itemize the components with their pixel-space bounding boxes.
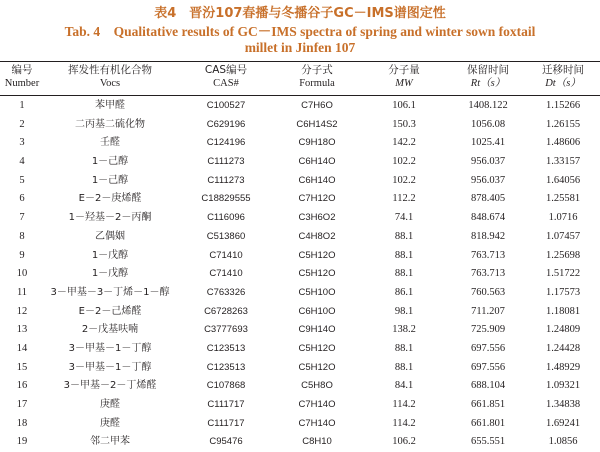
cell-cas: C6728263 bbox=[204, 305, 248, 317]
header-retention-time-cn: 保留时间 bbox=[467, 64, 509, 76]
cell-formula: C6H14S2 bbox=[296, 118, 338, 130]
header-number-en: Number bbox=[4, 78, 40, 89]
cell-retention-time: 878.405 bbox=[470, 193, 506, 205]
cell-cas: C100527 bbox=[206, 100, 246, 111]
cell-cas: C107868 bbox=[206, 380, 246, 392]
cell-drift-time: 1.34838 bbox=[545, 399, 581, 410]
cell-retention-time: 711.207 bbox=[471, 305, 505, 317]
cell-retention-time: 763.713 bbox=[470, 249, 506, 261]
cell-drift-time: 1.69241 bbox=[545, 417, 581, 429]
cell-cas: C513860 bbox=[206, 230, 246, 242]
cell-number: 2 bbox=[19, 118, 25, 130]
cell-cas: C123513 bbox=[206, 342, 246, 354]
cell-formula: C4H8O2 bbox=[298, 230, 336, 242]
cell-number: 13 bbox=[16, 324, 28, 336]
cell-retention-time: 697.556 bbox=[470, 361, 506, 373]
cell-retention-time: 725.909 bbox=[470, 324, 506, 336]
cell-mw: 106.2 bbox=[392, 436, 416, 448]
cell-drift-time: 1.51722 bbox=[545, 268, 581, 280]
cell-retention-time: 956.037 bbox=[470, 174, 506, 186]
cell-number: 1 bbox=[19, 100, 25, 111]
cell-cas: C116096 bbox=[207, 212, 245, 224]
cell-formula: C8H10 bbox=[302, 436, 332, 448]
cell-formula: C3H6O2 bbox=[298, 212, 336, 224]
cell-voc: 1－戊醇 bbox=[91, 268, 129, 280]
cell-mw: 88.1 bbox=[394, 361, 414, 373]
header-vocs bbox=[44, 63, 176, 95]
header-formula bbox=[276, 63, 358, 95]
header-drift-time-en: Dt（s） bbox=[545, 78, 581, 89]
cell-retention-time: 655.551 bbox=[470, 436, 506, 448]
table-body bbox=[0, 97, 600, 452]
cell-voc: 3－甲基－1－丁醇 bbox=[68, 361, 152, 373]
cell-formula: C5H10O bbox=[298, 286, 336, 298]
header-drift-time-cn: 迁移时间 bbox=[542, 64, 584, 76]
cell-number: 15 bbox=[16, 361, 28, 373]
cell-mw: 142.2 bbox=[392, 137, 416, 149]
table-row bbox=[0, 153, 600, 172]
cell-retention-time: 697.556 bbox=[470, 342, 506, 354]
table-row bbox=[0, 284, 600, 303]
header-vocs-en: Vocs bbox=[99, 78, 121, 89]
table-header bbox=[0, 63, 600, 95]
cell-number: 12 bbox=[16, 305, 28, 317]
cell-voc: 苯甲醛 bbox=[95, 100, 125, 111]
cell-voc: 1－己醇 bbox=[91, 156, 129, 168]
cell-drift-time: 1.17573 bbox=[545, 286, 581, 298]
cell-drift-time: 1.48606 bbox=[545, 137, 581, 149]
cell-voc: 3－甲基－1－丁醇 bbox=[68, 342, 152, 354]
cell-drift-time: 1.24428 bbox=[545, 342, 581, 354]
cell-cas: C763326 bbox=[206, 286, 246, 298]
table-row bbox=[0, 97, 600, 116]
table-row bbox=[0, 172, 600, 191]
cell-number: 11 bbox=[16, 286, 28, 298]
table-row bbox=[0, 340, 600, 359]
cell-number: 5 bbox=[19, 174, 25, 186]
cell-cas: C629196 bbox=[206, 118, 246, 130]
table-row bbox=[0, 134, 600, 153]
cell-drift-time: 1.64056 bbox=[545, 174, 581, 186]
header-retention-time bbox=[450, 63, 526, 95]
table-caption-english-line1: Tab. 4 Qualitative results of GC－IMS spectra of spring and winter sown foxtail bbox=[64, 24, 536, 39]
header-number bbox=[0, 63, 44, 95]
table-row bbox=[0, 190, 600, 209]
header-mw-cn: 分子量 bbox=[388, 64, 420, 76]
cell-voc: 庚醛 bbox=[100, 399, 120, 410]
table-row bbox=[0, 321, 600, 340]
cell-number: 16 bbox=[16, 380, 28, 392]
cell-cas: C95476 bbox=[209, 436, 243, 448]
table-caption-chinese: 表4 晋汾107春播与冬播谷子GC－IMS谱图定性 bbox=[154, 6, 446, 21]
cell-formula: C5H8O bbox=[301, 380, 333, 392]
cell-retention-time: 956.037 bbox=[470, 156, 506, 168]
cell-cas: C124196 bbox=[206, 137, 246, 149]
header-cas-en: CAS# bbox=[213, 78, 239, 89]
table-row bbox=[0, 359, 600, 378]
cell-voc: 3－甲基－2－丁烯醛 bbox=[63, 380, 157, 392]
cell-number: 14 bbox=[16, 342, 28, 354]
cell-cas: C18829555 bbox=[201, 193, 251, 205]
cell-voc: 1－羟基－2－丙酮 bbox=[68, 212, 152, 224]
cell-mw: 84.1 bbox=[394, 380, 414, 392]
cell-voc: E－2－己烯醛 bbox=[78, 305, 142, 317]
cell-formula: C5H12O bbox=[298, 249, 336, 261]
cell-formula: C6H14O bbox=[298, 174, 336, 186]
table-header-rule bbox=[0, 95, 600, 96]
cell-cas: C3777693 bbox=[204, 324, 248, 336]
header-mw bbox=[358, 63, 450, 95]
cell-mw: 150.3 bbox=[392, 118, 416, 130]
header-formula-cn: 分子式 bbox=[301, 64, 333, 76]
cell-drift-time: 1.0716 bbox=[548, 212, 578, 224]
cell-retention-time: 1408.122 bbox=[468, 100, 508, 111]
cell-mw: 112.2 bbox=[392, 193, 416, 205]
cell-voc: 1－己醇 bbox=[91, 174, 129, 186]
cell-retention-time: 760.563 bbox=[470, 286, 506, 298]
table-row bbox=[0, 415, 600, 434]
header-number-cn: 编号 bbox=[11, 64, 33, 76]
cell-cas: C111717 bbox=[207, 417, 245, 429]
table-row bbox=[0, 228, 600, 247]
cell-retention-time: 818.942 bbox=[470, 230, 506, 242]
cell-number: 3 bbox=[19, 137, 25, 149]
cell-cas: C111273 bbox=[207, 156, 245, 168]
table-top-rule bbox=[0, 61, 600, 62]
cell-voc: 2－戊基呋喃 bbox=[81, 324, 139, 336]
cell-cas: C123513 bbox=[206, 361, 246, 373]
cell-drift-time: 1.33157 bbox=[545, 156, 581, 168]
cell-mw: 102.2 bbox=[392, 174, 416, 186]
cell-number: 17 bbox=[16, 399, 28, 410]
cell-retention-time: 1025.41 bbox=[470, 137, 506, 149]
cell-formula: C6H14O bbox=[298, 156, 336, 168]
header-formula-en: Formula bbox=[299, 78, 335, 89]
cell-formula: C7H14O bbox=[298, 399, 336, 410]
table-caption-english-line2: millet in Jinfen 107 bbox=[244, 40, 356, 55]
cell-number: 8 bbox=[19, 230, 25, 242]
cell-mw: 88.1 bbox=[394, 342, 414, 354]
cell-number: 19 bbox=[16, 436, 28, 448]
cell-number: 6 bbox=[19, 193, 25, 205]
cell-formula: C7H14O bbox=[298, 417, 336, 429]
cell-voc: 庚醛 bbox=[100, 417, 120, 429]
cell-voc: 1－戊醇 bbox=[91, 249, 129, 261]
cell-formula: C7H6O bbox=[301, 100, 333, 111]
cell-drift-time: 1.48929 bbox=[545, 361, 581, 373]
header-vocs-cn: 挥发性有机化合物 bbox=[68, 64, 152, 76]
cell-voc: 二丙基二硫化物 bbox=[75, 118, 145, 130]
cell-voc: 乙偶姻 bbox=[95, 230, 125, 242]
cell-drift-time: 1.25581 bbox=[545, 193, 581, 205]
cell-cas: C111273 bbox=[207, 174, 245, 186]
cell-retention-time: 688.104 bbox=[470, 380, 506, 392]
table-row bbox=[0, 209, 600, 228]
header-retention-time-en: Rt（s） bbox=[470, 78, 506, 89]
cell-number: 4 bbox=[19, 156, 25, 168]
cell-retention-time: 661.851 bbox=[470, 399, 506, 410]
cell-cas: C111717 bbox=[207, 399, 245, 410]
cell-cas: C71410 bbox=[209, 249, 243, 261]
table-row bbox=[0, 433, 600, 452]
cell-voc: 邻二甲苯 bbox=[90, 436, 130, 448]
cell-mw: 98.1 bbox=[394, 305, 414, 317]
cell-drift-time: 1.09321 bbox=[545, 380, 581, 392]
cell-mw: 138.2 bbox=[392, 324, 416, 336]
cell-formula: C6H10O bbox=[298, 305, 336, 317]
header-drift-time bbox=[526, 63, 600, 95]
cell-retention-time: 763.713 bbox=[470, 268, 506, 280]
cell-number: 18 bbox=[16, 417, 28, 429]
cell-voc: 3－甲基－3－丁烯－1－醇 bbox=[50, 286, 170, 298]
cell-mw: 106.1 bbox=[392, 100, 416, 111]
header-cas bbox=[176, 63, 276, 95]
header-cas-cn: CAS编号 bbox=[204, 64, 248, 76]
cell-formula: C7H12O bbox=[298, 193, 336, 205]
cell-mw: 102.2 bbox=[392, 156, 416, 168]
table-row bbox=[0, 116, 600, 135]
table-row bbox=[0, 265, 600, 284]
cell-retention-time: 661.801 bbox=[470, 417, 506, 429]
cell-drift-time: 1.24809 bbox=[545, 324, 581, 336]
cell-formula: C5H12O bbox=[298, 361, 336, 373]
cell-retention-time: 848.674 bbox=[470, 212, 506, 224]
table-row bbox=[0, 396, 600, 415]
cell-mw: 114.2 bbox=[392, 417, 416, 429]
table-row bbox=[0, 247, 600, 266]
cell-formula: C9H14O bbox=[298, 324, 336, 336]
cell-mw: 74.1 bbox=[394, 212, 414, 224]
cell-drift-time: 1.0856 bbox=[548, 436, 578, 448]
cell-formula: C9H18O bbox=[298, 137, 336, 149]
cell-mw: 114.2 bbox=[392, 399, 416, 410]
table-row bbox=[0, 303, 600, 322]
cell-cas: C71410 bbox=[209, 268, 243, 280]
cell-formula: C5H12O bbox=[298, 268, 336, 280]
cell-number: 7 bbox=[19, 212, 25, 224]
cell-mw: 88.1 bbox=[394, 249, 414, 261]
cell-formula: C5H12O bbox=[298, 342, 336, 354]
cell-retention-time: 1056.08 bbox=[470, 118, 506, 130]
header-mw-en: MW bbox=[395, 78, 413, 89]
cell-voc: E－2－庚烯醛 bbox=[78, 193, 142, 205]
cell-mw: 88.1 bbox=[394, 230, 414, 242]
cell-mw: 86.1 bbox=[394, 286, 414, 298]
cell-drift-time: 1.18081 bbox=[545, 305, 581, 317]
cell-voc: 壬醛 bbox=[100, 137, 120, 149]
table-row bbox=[0, 377, 600, 396]
cell-mw: 88.1 bbox=[394, 268, 414, 280]
cell-drift-time: 1.07457 bbox=[545, 230, 581, 242]
cell-number: 10 bbox=[16, 268, 28, 280]
cell-drift-time: 1.25698 bbox=[545, 249, 581, 261]
cell-drift-time: 1.26155 bbox=[545, 118, 581, 130]
cell-number: 9 bbox=[19, 249, 25, 261]
cell-drift-time: 1.15266 bbox=[545, 100, 581, 111]
